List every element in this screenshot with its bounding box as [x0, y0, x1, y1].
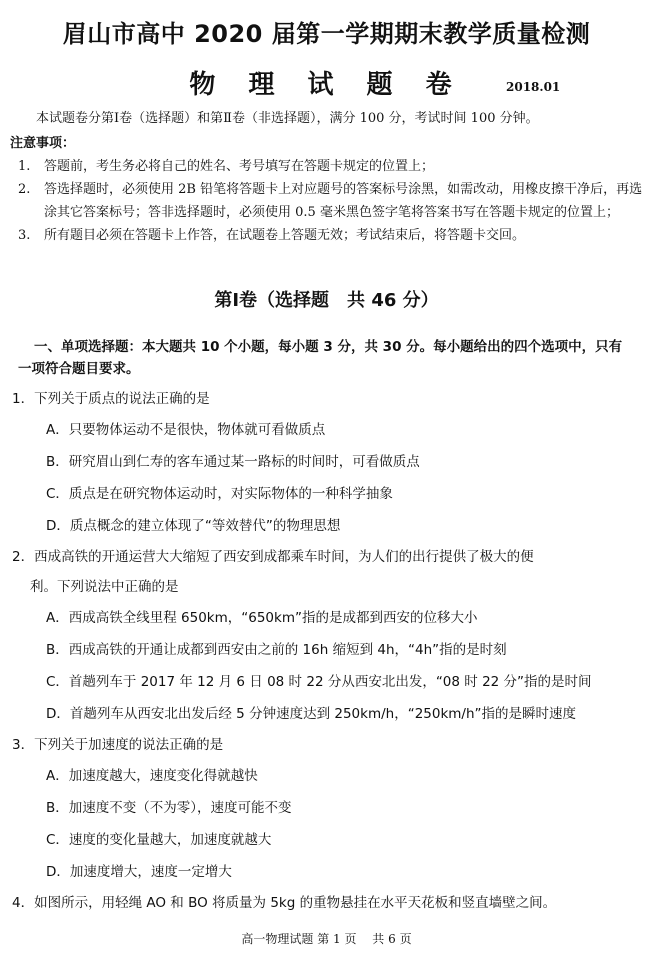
question-option: D．质点概念的建立体现了“等效替代”的物理思想	[46, 518, 341, 534]
note-number: 3.	[18, 228, 31, 243]
exam-subtitle: 物 理 试 题 卷	[189, 70, 464, 100]
question-option: B．加速度不变（不为零），速度可能不变	[46, 800, 292, 816]
question-option: D．首趟列车从西安北出发后经 5 分钟速度达到 250km/h，“250km/h”指的是瞬时速度	[46, 706, 577, 722]
exam-title: 眉山市高中 2020 届第一学期期末教学质量检测	[62, 20, 591, 48]
question-stem: 4．如图所示，用轻绳 AO 和 BO 将质量为 5kg 的重物悬挂在水平天花板和竖直墙壁之间。	[12, 895, 557, 911]
question-stem: 3．下列关于加速度的说法正确的是	[12, 737, 224, 753]
question-option: A．只要物体运动不是很快，物体就可看做质点	[46, 422, 326, 438]
note-item	[18, 178, 643, 224]
question-stem: 1．下列关于质点的说法正确的是	[12, 391, 210, 407]
question-option: C．速度的变化量越大，加速度就越大	[46, 832, 272, 848]
question-option: C．首趟列车于 2017 年 12 月 6 日 08 时 22 分从西安北出发，“08 时 22 分”指的是时间	[46, 674, 592, 690]
exam-intro: 本试题卷分第Ⅰ卷（选择题）和第Ⅱ卷（非选择题），满分 100 分，考试时间 100 分钟。	[36, 111, 539, 126]
notes-list	[18, 155, 643, 247]
page-footer: 高一物理试题 第 1 页 共 6 页	[241, 932, 412, 946]
question-list	[12, 384, 642, 918]
note-number: 2.	[18, 182, 31, 197]
question-option: A．加速度越大，速度变化得就越快	[46, 768, 258, 784]
note-number: 1.	[18, 159, 31, 174]
note-text: 所有题目必须在答题卡上作答，在试题卷上答题无效；考试结束后，将答题卡交回。	[44, 228, 526, 243]
section-title: 第Ⅰ卷（选择题 共 46 分）	[214, 290, 439, 311]
note-text: 答题前，考生务必将自己的姓名、考号填写在答题卡规定的位置上；	[44, 159, 435, 174]
note-text: 答选择题时，必须使用 2B 铅笔将答题卡上对应题号的答案标号涂黑，如需改动，用橡皮擦干净后，再选涂其它答案标号；答非选择题时，必须使用 0.5 毫米黑色签字笔将答案书写在答题卡规定的位置上；	[44, 182, 643, 220]
note-item	[18, 224, 643, 247]
question-option: D．加速度增大，速度一定增大	[46, 864, 232, 880]
question-option: A．西成高铁全线里程 650km，“650km”指的是成都到西安的位移大小	[46, 610, 478, 626]
question-stem-continuation: 利。下列说法中正确的是	[30, 579, 179, 595]
note-item	[18, 155, 643, 178]
exam-date: 2018.01	[506, 80, 561, 94]
question-option: B．研究眉山到仁寿的客车通过某一路标的时间时，可看做质点	[46, 454, 420, 470]
question-option: B．西成高铁的开通让成都到西安由之前的 16h 缩短到 4h，“4h”指的是时刻	[46, 642, 507, 658]
notes-label: 注意事项：	[10, 136, 76, 151]
question-stem: 2．西成高铁的开通运营大大缩短了西安到成都乘车时间，为人们的出行提供了极大的便	[12, 549, 534, 565]
question-option: C．质点是在研究物体运动时，对实际物体的一种科学抽象	[46, 486, 393, 502]
part-intro: 一、单项选择题：本大题共 10 个小题，每小题 3 分，共 30 分。每小题给出的四个选项中，只有一项符合题目要求。	[18, 339, 623, 377]
